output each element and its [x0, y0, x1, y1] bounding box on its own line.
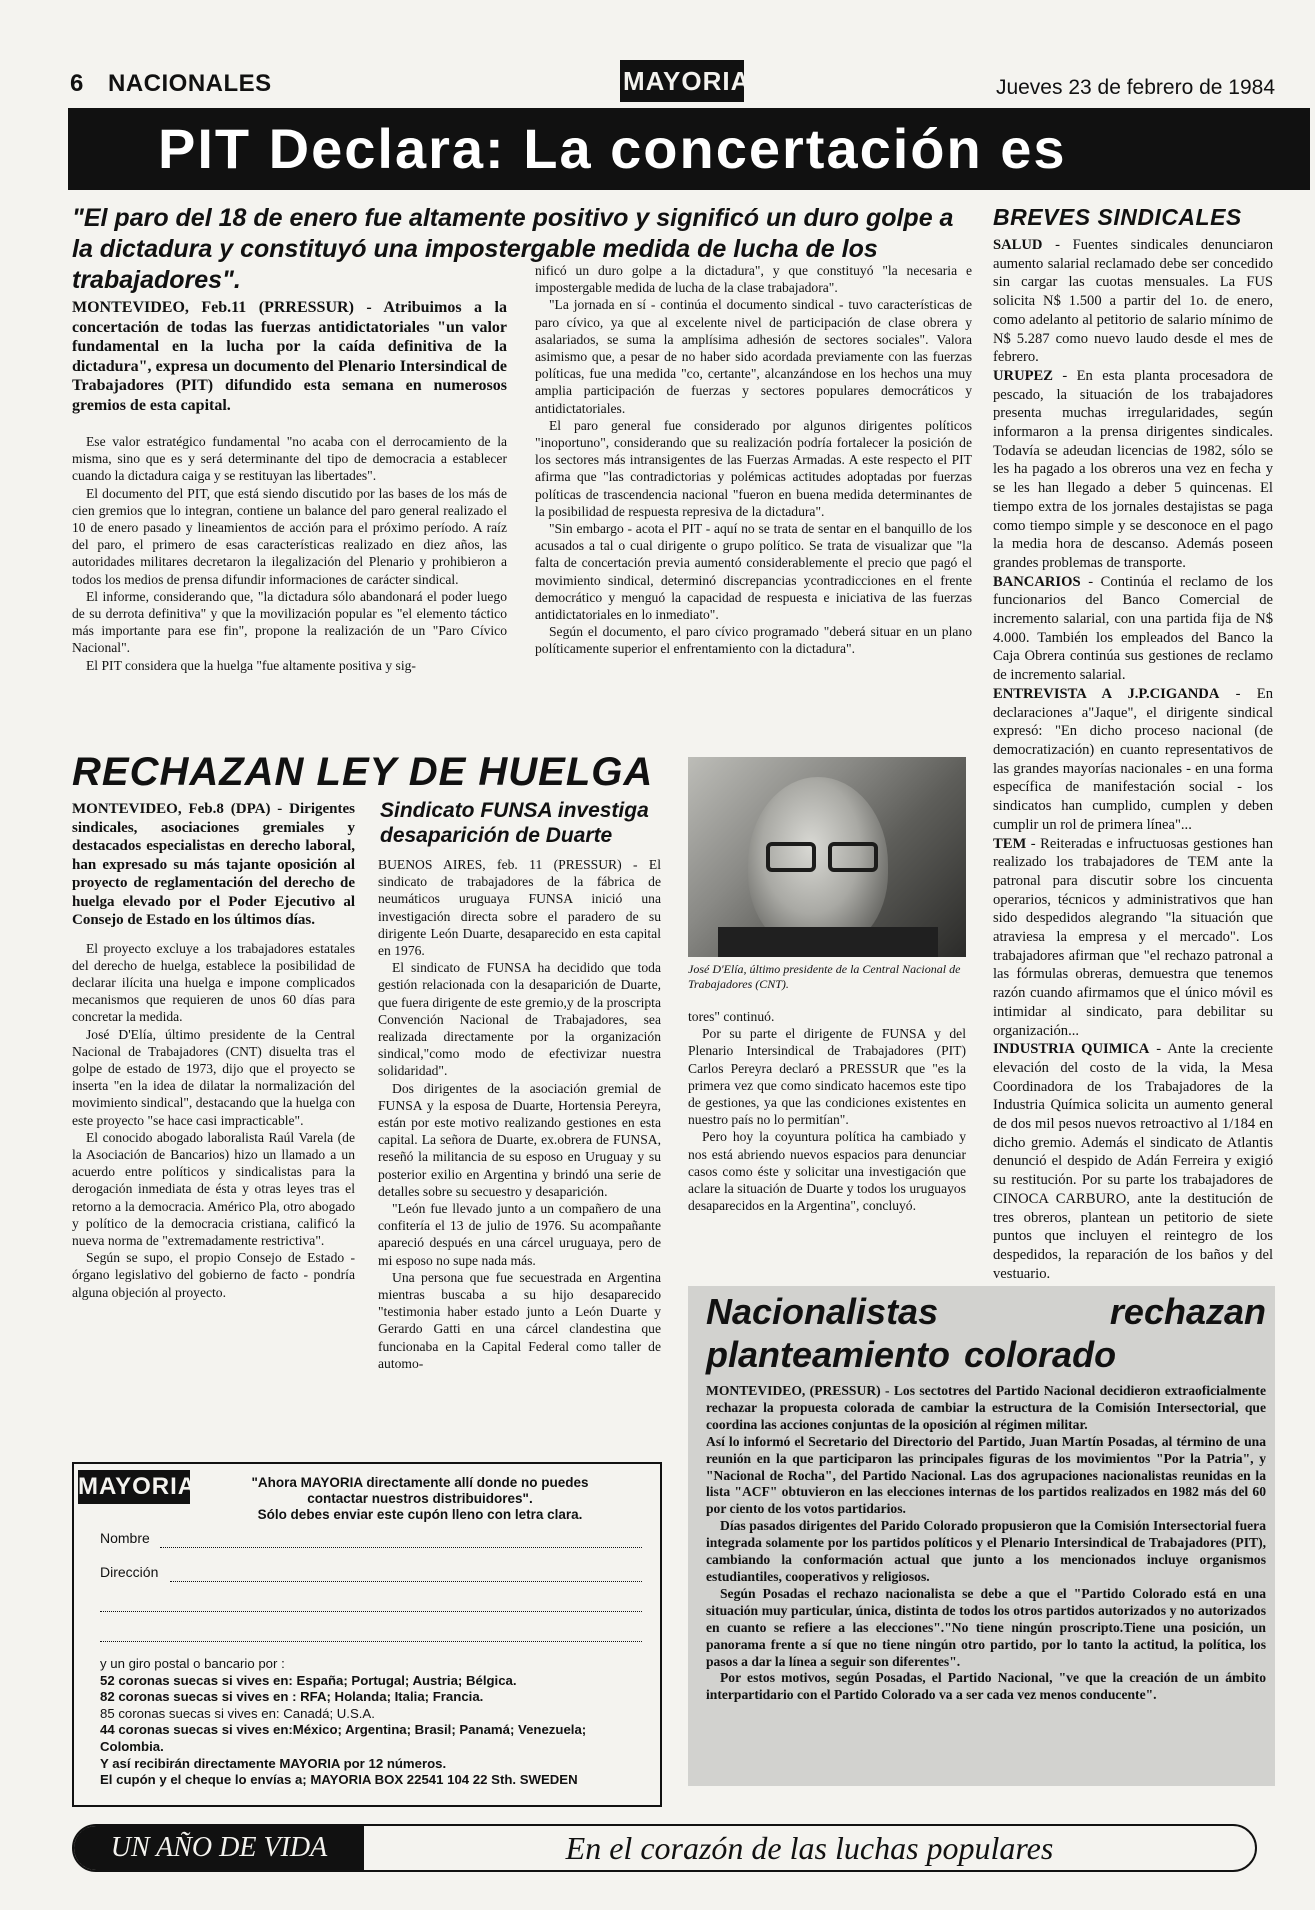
- headline-bar: [68, 108, 1310, 190]
- paragraph: Según el documento, el paro cívico programado "deberá situar en un plano políticamente superior el enfrentamiento con la dictadura".: [535, 624, 972, 657]
- breve-text: - En declaraciones a"Jaque", el dirigente sindical expresó: "En dicho proceso nacional (de democratización) en cuanto representativos de las grandes mayorías nacionales - en una forma específica de manifestación social - los sindicatos han cumplido, cumplen y deben cumplir un rol de primera línea"...: [993, 685, 1273, 833]
- name-field[interactable]: [160, 1546, 642, 1548]
- main-article-body-1: [72, 433, 507, 674]
- paragraph: José D'Elía, último presidente de la Central Nacional de Trabajadores (CNT) disuelta tras el golpe de estado de 1973, dijo que el proyecto se inserta "en la idea de dilatar la normalización del movimiento sindical", destacando que la huelga con este proyecto "se hace casi impracticable".: [72, 1026, 356, 1128]
- address-label: Dirección: [100, 1564, 159, 1580]
- breve-text: - Ante la creciente elevación del costo de la vida, la Mesa Coordinadora de los Trabajadores de la Industria Química solicita un aumento general de dos mil pesos nuevos retroactivo al 1/184 en dicho gremio. Además el sindicato de Atlantis denunció el despido de Adán Ferreira y exigió su restitución. Por su parte los trabajadores de CINOCA CARBURO, ante la destitución de tres obreros, plantean un petitorio de siete puntos que incluyen el reintegro de los despedidos, la reparación de los baños y del vestuario.: [993, 1041, 1274, 1282]
- paragraph: Días pasados dirigentes del Parido Colorado propusieron que la Comisión Intersectorial fuera integrada solamente por los partidos políticos y el Plenario Intersindical de Trabajadores (PIT), cambiando la conformación actual que junto a los mencionados incluye organismos estudiantiles, cooperativos y religiosos.: [706, 1518, 1266, 1584]
- breves-column: [993, 236, 1273, 1283]
- issue-date: Jueves 23 de febrero de 1984: [995, 76, 1275, 99]
- paragraph: El sindicato de FUNSA ha decidido que toda gestión relacionada con la desaparición de Duarte, que fuera dirigente de este gremio,y de la proscripta Convención Nacional de Trabajadores, sea realizada directamente por la organización sindical,"como modo de efectivizar nuestra solidaridad".: [378, 960, 661, 1079]
- breve-item: [993, 367, 1273, 573]
- paragraph: El paro general fue considerado por algunos dirigentes políticos "inoportuno", considerando que su realización podría fortalecer la posición de los sectores más intransigentes de las Fuerzas Armadas. A este respecto el PIT afirma que "las contradictorias y polémicas actitudes adoptadas por fuerzas políticas de trascendencia nacional "fueron en buena medida determinantes de la posibilidad de respuesta represiva de la dictadura".: [535, 417, 972, 519]
- breve-label: BANCARIOS: [993, 573, 1081, 590]
- breve-text: - En esta planta procesadora de pescado, la situación de los trabajadores presenta muchas irregularidades, según informaron a la prensa dirigentes sindicales. Todavía se adeudan licencias de 1982, sólo se les ha pagado a los obreros una vez en fecha y se les han llegado a deber 5 quincenas. El tiempo extra de los jornales destajistas se paga como tiempo simple y se desconoce en el pago la media hora de descanso. Además poseen grandes problemas de transporte.: [993, 367, 1273, 571]
- main-article-col2: [535, 262, 972, 658]
- photo-jose-delia: [688, 757, 966, 957]
- address-field[interactable]: [100, 1610, 642, 1612]
- coupon-logo: MAYORIA: [78, 1470, 190, 1504]
- rechazan-lead: MONTEVIDEO, Feb.8 (DPA) - Dirigentes sindicales, asociaciones gremiales y destacados especialistas en derecho laboral, han expresado su más tajante oposición al proyecto de reglamentación del derecho de huelga elevado por el Poder Ejecutivo al Consejo de Estado en los últimos días.: [72, 801, 355, 928]
- coupon-intro: [200, 1475, 640, 1523]
- paragraph: "León fue llevado junto a un compañero de una confitería el 13 de julio de 1976. Su acompañante apareció después en una cárcel uruguaya, pero de mi esposo no supe nada más.: [378, 1201, 661, 1268]
- coupon-intro-line: "Ahora MAYORIA directamente allí donde no puedes: [251, 1475, 589, 1490]
- main-article-lead: MONTEVIDEO, Feb.11 (PRRESSUR) - Atribuimos a la concertación de todas las fuerzas antidictatoriales "un valor fundamental en la lucha por la caída definitiva de la dictadura", expresa un documento del Plenario Intersindical de Trabajadores (PIT) difundido esta semana en numerosos gremios de esta capital.: [72, 299, 507, 414]
- rate-line: 85 coronas suecas si vives en: Canadá; U.S.A.: [100, 1705, 375, 1721]
- address-field[interactable]: [170, 1580, 642, 1582]
- breve-label: TEM: [993, 835, 1027, 852]
- photo-caption: José D'Elía, último presidente de la Central Nacional de Trabajadores (CNT).: [688, 962, 961, 991]
- name-label: Nombre: [100, 1530, 150, 1546]
- rechazan-column: [72, 800, 355, 1301]
- footer-banner: [72, 1824, 1257, 1872]
- paragraph: "Sin embargo - acota el PIT - aquí no se trata de sentar en el banquillo de los acusados a tal o cual dirigente o grupo político. Se trata de visualizar que "la falta de concertación previa aumentó considerablemente el precio que pagó el movimiento sindical, determinó discrepancias ycontradicciones en el frente democrático y menguó la capacidad de respuesta e iniciativa de las fuerzas antidictatoriales en lo inmediato".: [535, 521, 972, 623]
- breve-label: ENTREVISTA A J.P.CIGANDA: [993, 685, 1220, 702]
- breve-text: - Continúa el reclamo de los funcionarios del Banco Comercial de incremento salarial, con una partida fija de N$ 4.000. También los empleados del Banco la Caja Obrera continúa sus gestiones de reclamo de incremento salarial.: [993, 573, 1273, 684]
- breve-item: [993, 573, 1273, 685]
- breve-label: SALUD: [993, 237, 1043, 253]
- breve-item: [993, 835, 1273, 1041]
- breve-text: - Fuentes sindicales denunciaron aumento salarial reclamado debe ser concedido sin cargar las cuotas mensuales. La FUS solicita N$ 1.500 a partir del 1o. de enero, como adelanto al petitorio de salario mínimo de N$ 5.287 como nuevo laudo desde el mes de febrero.: [993, 237, 1273, 366]
- page-number: 6: [70, 70, 84, 97]
- rate-line: 44 coronas suecas si vives en:México; Argentina; Brasil; Panamá; Venezuela; Colombia.: [100, 1722, 587, 1754]
- masthead-logo: MAYORIA: [620, 60, 744, 102]
- paragraph: El conocido abogado laboralista Raúl Varela (de la Asociación de Bancarios) hizo un llamado a un acuerdo entre políticos y sindicalistas para la derogación inmediata de ésta y otras leyes tras el retorno a la democracia. Américo Pla, otro abogado y político de la democracia cristiana, calificó la nueva norma de "extremadamente restrictiva".: [72, 1129, 355, 1248]
- funsa-continued-column: [688, 1008, 966, 1214]
- paragraph: El informe, considerando que, "la dictadura sólo abandonará el poder luego de su derrota definitiva" y que la movilización popular es "el elemento táctico más importante para ese fin", propone la realización de un "Paro Cívico Nacional".: [72, 588, 507, 656]
- nacionalistas-title: [706, 1290, 1266, 1376]
- rate-line: Y así recibirán directamente MAYORIA por 12 números.: [100, 1755, 447, 1771]
- funsa-title: Sindicato FUNSA investiga desaparición de Duarte: [380, 799, 649, 847]
- paragraph: tores" continuó.: [688, 1009, 775, 1024]
- paragraph: El documento del PIT, que está siendo discutido por las bases de los más de cien gremios que lo integran, contiene un balance del paro general realizado el 10 de enero pasado y lineamientos de acción para el próximo período. A raíz del paro, el primero de esas características realizado en diez años, las autoridades militares decretaron la ilegalización del Plenario y prohibieron a todos los medios de prensa difundir informaciones de carácter sindical.: [72, 485, 507, 587]
- rechazan-body: [72, 940, 355, 1301]
- photo-glasses: [766, 842, 816, 872]
- main-article-col1: [72, 298, 507, 674]
- rate-line: 82 coronas suecas si vives en : RFA; Holanda; Italia; Francia.: [100, 1689, 484, 1705]
- breve-item: [993, 1040, 1273, 1283]
- rate-line: El cupón y el cheque lo envías a; MAYORIA BOX 22541 104 22 Sth. SWEDEN: [100, 1772, 578, 1788]
- rate-line: 52 coronas suecas si vives en: España; Portugal; Austria; Bélgica.: [100, 1672, 517, 1688]
- title-line: planteamiento colorado: [706, 1334, 1117, 1375]
- title-word: rechazan: [1109, 1291, 1266, 1332]
- breves-title: BREVES SINDICALES: [993, 204, 1242, 230]
- paragraph: MONTEVIDEO, (PRESSUR) - Los sectotres del Partido Nacional decidieron extraoficialmente rechazar la propuesta colorada de cambiar la estructura de la Comisión Intersectorial, que coordina las acciones conjuntas de la oposición al régimen militar.: [706, 1383, 1266, 1432]
- funsa-column: [378, 856, 661, 1372]
- breve-item: [993, 236, 1273, 367]
- pull-quote: "El paro del 18 de enero fue altamente positivo y significó un duro golpe a la dictadura y constituyó una impostergable medida de lucha de los trabajadores".: [72, 204, 954, 294]
- breve-label: INDUSTRIA QUIMICA: [993, 1041, 1150, 1058]
- paragraph: Dos dirigentes de la asociación gremial de FUNSA y la esposa de Duarte, Hortensia Pereyra, están por este motivo realizando gestiones en esta capital. La señora de Duarte, ex.obrera de FUNSA, reseñó la militancia de su esposo en Uruguay y su posterior exilio en Argentina y brindó una serie de detalles sobre su secuestro y desaparición.: [378, 1080, 661, 1199]
- paragraph: BUENOS AIRES, feb. 11 (PRESSUR) - El sindicato de trabajadores de la fábrica de neumáticos uruguaya FUNSA inició una investigación directa sobre el paradero de su dirigente León Duarte, desaparecido en esta capital en 1976.: [378, 857, 661, 959]
- footer-left-label: UN AÑO DE VIDA: [74, 1826, 364, 1870]
- paragraph: Por estos motivos, según Posadas, el Partido Nacional, "ve que la creación de un ámbito interpartidario con el Partido Colorado va a ser cada vez menos conducente".: [706, 1670, 1266, 1703]
- paragraph: nificó un duro golpe a la dictadura", y que constituyó "la necesaria e impostergable medida de lucha de la clase trabajadora".: [535, 263, 972, 296]
- section-name: NACIONALES: [108, 70, 272, 97]
- paragraph: El proyecto excluye a los trabajadores estatales del derecho de huelga, establece la posibilidad de declarar ilícita una huelga e impone complicados mecanismos que requieren de unos 60 días para concretar la medida.: [72, 940, 355, 1025]
- paragraph: Según Posadas el rechazo nacionalista se debe a que el "Partido Colorado está en una situación muy particular, única, distinta de todos los otros partidos autorizados y no autorizados en cuanto se refiere a las elecciones"."No tiene ningún proscripto.Tiene una posición, un panorama frente a sí que no tiene ningún otro partido, por lo tanto la actitud, la política, los pasos a dar la línea a seguir son diferentes".: [706, 1585, 1266, 1669]
- rechazan-title: RECHAZAN LEY DE HUELGA: [72, 750, 654, 794]
- title-word: Nacionalistas: [706, 1291, 939, 1332]
- headline: PIT Declara: La concertación es: [158, 117, 1067, 180]
- nacionalistas-body: [706, 1383, 1266, 1704]
- coupon-intro-line: Sólo debes enviar este cupón lleno con letra clara.: [257, 1507, 583, 1522]
- photo-glasses: [828, 842, 878, 872]
- footer-slogan: En el corazón de las luchas populares: [565, 1830, 1054, 1866]
- paragraph: Ese valor estratégico fundamental "no acaba con el derrocamiento de la misma, sino que es y será determinante del tipo de democracia a establecer cuando la dictadura caiga y se restituyan las libertades".: [72, 434, 507, 484]
- paragraph: Según se supo, el propio Consejo de Estado - órgano legislativo del gobierno de facto - pondría alguna objeción al proyecto.: [72, 1250, 355, 1300]
- breve-label: URUPEZ: [993, 367, 1053, 384]
- rate-line: y un giro postal o bancario por :: [100, 1656, 285, 1671]
- paragraph: Una persona que fue secuestrada en Argentina mientras buscaba a su hijo desaparecido "testimonia haber estado junto a León Duarte y Gerardo Gatti en una cárcel clandestina que funcionaba en la Capital Federal como taller de automo-: [378, 1269, 661, 1371]
- address-field[interactable]: [100, 1640, 642, 1642]
- paragraph: Por su parte el dirigente de FUNSA y del Plenario Intersindical de Trabajadores (PIT) Carlos Pereyra declaró a PRESSUR que "es la primera vez que como sindicato hacemos este tipo de gestiones, ya que las condiciones existentes en nuestro país no lo permitían".: [688, 1026, 966, 1128]
- paragraph: Pero hoy la coyuntura política ha cambiado y nos está abriendo nuevos espacios para denunciar casos como éste y solicitar una investigación que aclare la situación de Duarte y todos los uruguayos desaparecidos en la Argentina", concluyó.: [688, 1129, 966, 1214]
- paragraph: "La jornada en sí - continúa el documento sindical - tuvo características de paro cívico, ya que al excelente nivel de participación de clase obrera y asalariados, se suma la amplísima adhesión de sectores sociales". Valora asimismo que, a pesar de no haber sido acordada previamente con las fuerzas políticas, fue una medida "co, certante", alcanzándose en los hechos una muy amplia participación de fuerzas y sectores populares democráticos y antidictatoriales.: [535, 297, 972, 416]
- photo-collar: [718, 927, 938, 957]
- paragraph: Así lo informó el Secretario del Directorio del Partido, Juan Martín Posadas, al término de una reunión en la que participaron las principales figuras de los movimientos "Por la Patria", y "Nacional de Rocha", del Partido Nacional. Las dos agrupaciones nacionalistas reunidas en la lista "ACF" obtuvieron en las elecciones internas de los partidos realizados en 1982 más del 60 por ciento de los votos partidarios.: [706, 1433, 1266, 1517]
- coupon-rates: [100, 1656, 650, 1789]
- paragraph: El PIT considera que la huelga "fue altamente positiva y sig-: [86, 657, 416, 673]
- breve-item: [993, 685, 1273, 835]
- coupon-intro-line: contactar nuestros distribuidores".: [307, 1491, 533, 1506]
- breve-text: - Reiteradas e infructuosas gestiones han realizado los trabajadores de TEM ante la patronal para discutir sobre los cincuenta operarios, técnicos y administrativos que han sido despedidos alegrando "la situación que atraviesa la empresa y el mercado". Los trabajadores afirman que "el rechazo patronal a las fórmulas obreras, demuestra que tenemos razón cuando afirmamos que el único móvil es intimidar al sindicato, para debilitar su organización...: [993, 835, 1273, 1039]
